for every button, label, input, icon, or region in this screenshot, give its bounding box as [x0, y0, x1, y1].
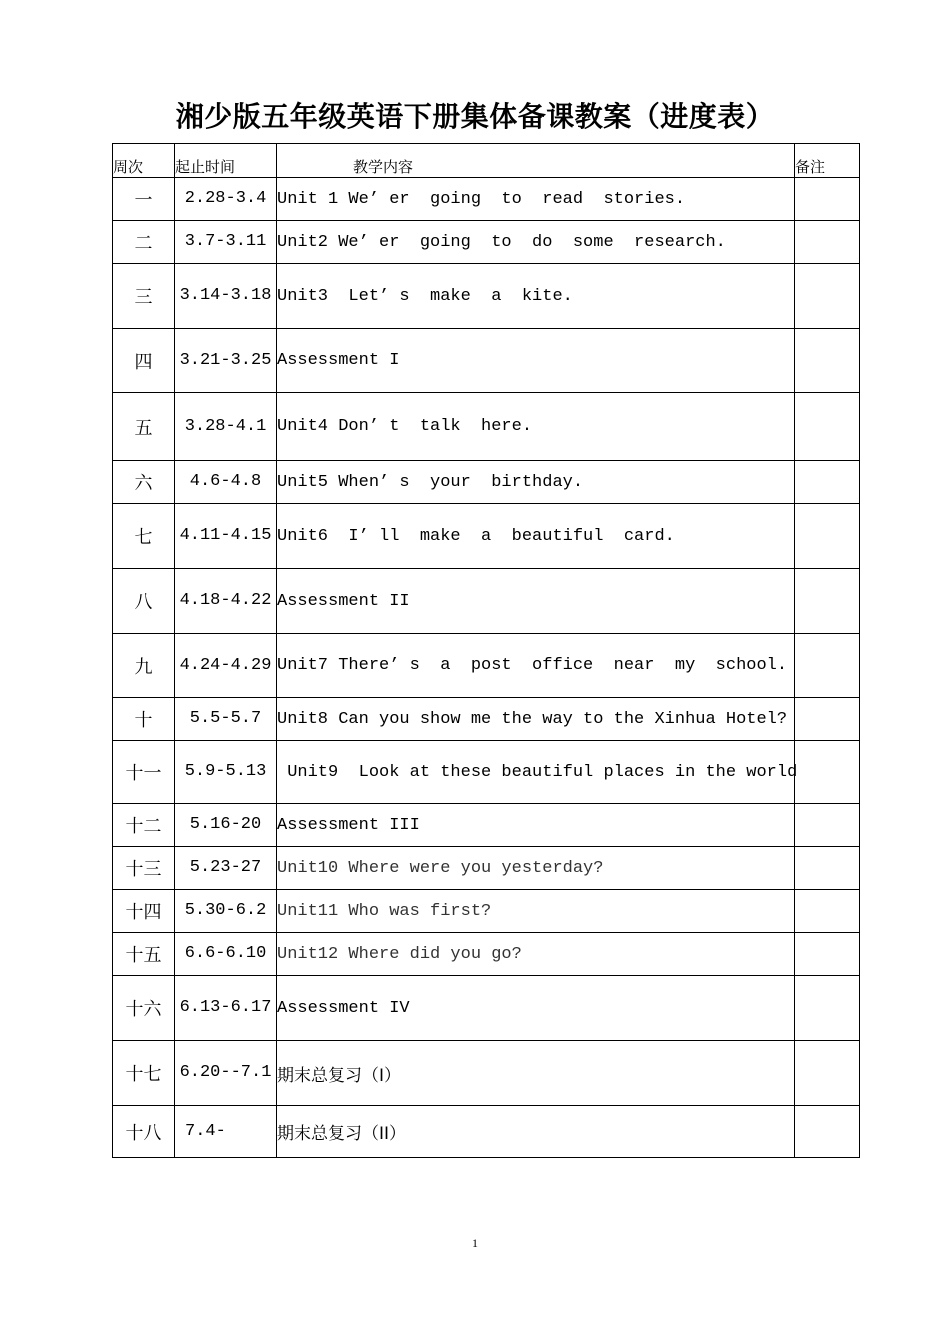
table-row: [113, 698, 860, 741]
dates-cell: 4.11-4.15: [175, 504, 277, 569]
notes-cell: [795, 933, 860, 976]
content-cell: Unit12 Where did you go?: [277, 933, 795, 976]
notes-cell: [795, 264, 860, 329]
dates-cell: 4.18-4.22: [175, 569, 277, 634]
page-number: 1: [472, 1236, 478, 1250]
dates-cell: 5.5-5.7: [175, 698, 277, 741]
notes-cell: [795, 741, 860, 804]
table-row: [113, 461, 860, 504]
dates-cell: 5.16-20: [175, 804, 277, 847]
notes-cell: [795, 698, 860, 741]
table-row: [113, 1106, 860, 1158]
notes-cell: [795, 178, 860, 221]
table-row: [113, 741, 860, 804]
header-notes: 备注: [795, 144, 860, 178]
notes-cell: [795, 504, 860, 569]
week-cell: 三: [113, 264, 175, 329]
table-row: [113, 393, 860, 461]
dates-cell: 4.6-4.8: [175, 461, 277, 504]
dates-cell: 3.7-3.11: [175, 221, 277, 264]
content-cell: Unit 1 We’ er going to read stories.: [277, 178, 795, 221]
week-cell: 七: [113, 504, 175, 569]
table-row: [113, 890, 860, 933]
dates-cell: 3.21-3.25: [175, 329, 277, 393]
week-cell: 一: [113, 178, 175, 221]
table-row: [113, 264, 860, 329]
table-row: [113, 221, 860, 264]
dates-cell: 5.30-6.2: [175, 890, 277, 933]
dates-cell: 6.20--7.1: [175, 1041, 277, 1106]
week-cell: 十一: [113, 741, 175, 804]
notes-cell: [795, 461, 860, 504]
content-cell: 期末总复习（II）: [277, 1106, 795, 1158]
table-row: [113, 1041, 860, 1106]
content-cell: Unit9 Look at these beautiful places in the world: [277, 741, 795, 804]
notes-cell: [795, 329, 860, 393]
dates-cell: 2.28-3.4: [175, 178, 277, 221]
notes-cell: [795, 890, 860, 933]
dates-cell: 3.14-3.18: [175, 264, 277, 329]
week-cell: 十四: [113, 890, 175, 933]
table-row: [113, 634, 860, 698]
week-cell: 四: [113, 329, 175, 393]
dates-cell: 4.24-4.29: [175, 634, 277, 698]
table-row: [113, 804, 860, 847]
header-week: 周次: [113, 144, 175, 178]
content-cell: Unit4 Don’ t talk here.: [277, 393, 795, 461]
week-cell: 十五: [113, 933, 175, 976]
schedule-table: [112, 143, 860, 1158]
dates-cell: 6.13-6.17: [175, 976, 277, 1041]
notes-cell: [795, 976, 860, 1041]
week-cell: 五: [113, 393, 175, 461]
notes-cell: [795, 393, 860, 461]
content-cell: Unit2 We’ er going to do some research.: [277, 221, 795, 264]
table-row: [113, 569, 860, 634]
week-cell: 十八: [113, 1106, 175, 1158]
notes-cell: [795, 1041, 860, 1106]
header-dates: 起止时间: [175, 144, 277, 178]
dates-cell: 3.28-4.1: [175, 393, 277, 461]
notes-cell: [795, 569, 860, 634]
dates-cell: 5.9-5.13: [175, 741, 277, 804]
table-header-row: [113, 144, 860, 178]
week-cell: 十七: [113, 1041, 175, 1106]
content-cell: Unit3 Let’ s make a kite.: [277, 264, 795, 329]
table-row: [113, 847, 860, 890]
notes-cell: [795, 634, 860, 698]
notes-cell: [795, 804, 860, 847]
notes-cell: [795, 1106, 860, 1158]
dates-cell: 5.23-27: [175, 847, 277, 890]
content-cell: Assessment I: [277, 329, 795, 393]
content-cell: Unit6 I’ ll make a beautiful card.: [277, 504, 795, 569]
table-row: [113, 933, 860, 976]
content-cell: Assessment IV: [277, 976, 795, 1041]
content-cell: Unit8 Can you show me the way to the Xinhua Hotel?: [277, 698, 795, 741]
content-cell: Assessment II: [277, 569, 795, 634]
content-cell: Unit7 There’ s a post office near my school.: [277, 634, 795, 698]
table-row: [113, 178, 860, 221]
week-cell: 十二: [113, 804, 175, 847]
content-cell: 期末总复习（I）: [277, 1041, 795, 1106]
week-cell: 六: [113, 461, 175, 504]
content-cell: Assessment III: [277, 804, 795, 847]
dates-cell: 6.6-6.10: [175, 933, 277, 976]
table-row: [113, 976, 860, 1041]
content-cell: Unit10 Where were you yesterday?: [277, 847, 795, 890]
week-cell: 十: [113, 698, 175, 741]
week-cell: 十三: [113, 847, 175, 890]
week-cell: 八: [113, 569, 175, 634]
notes-cell: [795, 221, 860, 264]
page-title: 湘少版五年级英语下册集体备课教案（进度表）: [175, 100, 775, 133]
table-row: [113, 329, 860, 393]
header-content: 教学内容: [277, 144, 795, 178]
content-cell: Unit5 When’ s your birthday.: [277, 461, 795, 504]
dates-cell: 7.4-: [175, 1106, 277, 1158]
week-cell: 九: [113, 634, 175, 698]
notes-cell: [795, 847, 860, 890]
week-cell: 十六: [113, 976, 175, 1041]
week-cell: 二: [113, 221, 175, 264]
content-cell: Unit11 Who was first?: [277, 890, 795, 933]
table-row: [113, 504, 860, 569]
